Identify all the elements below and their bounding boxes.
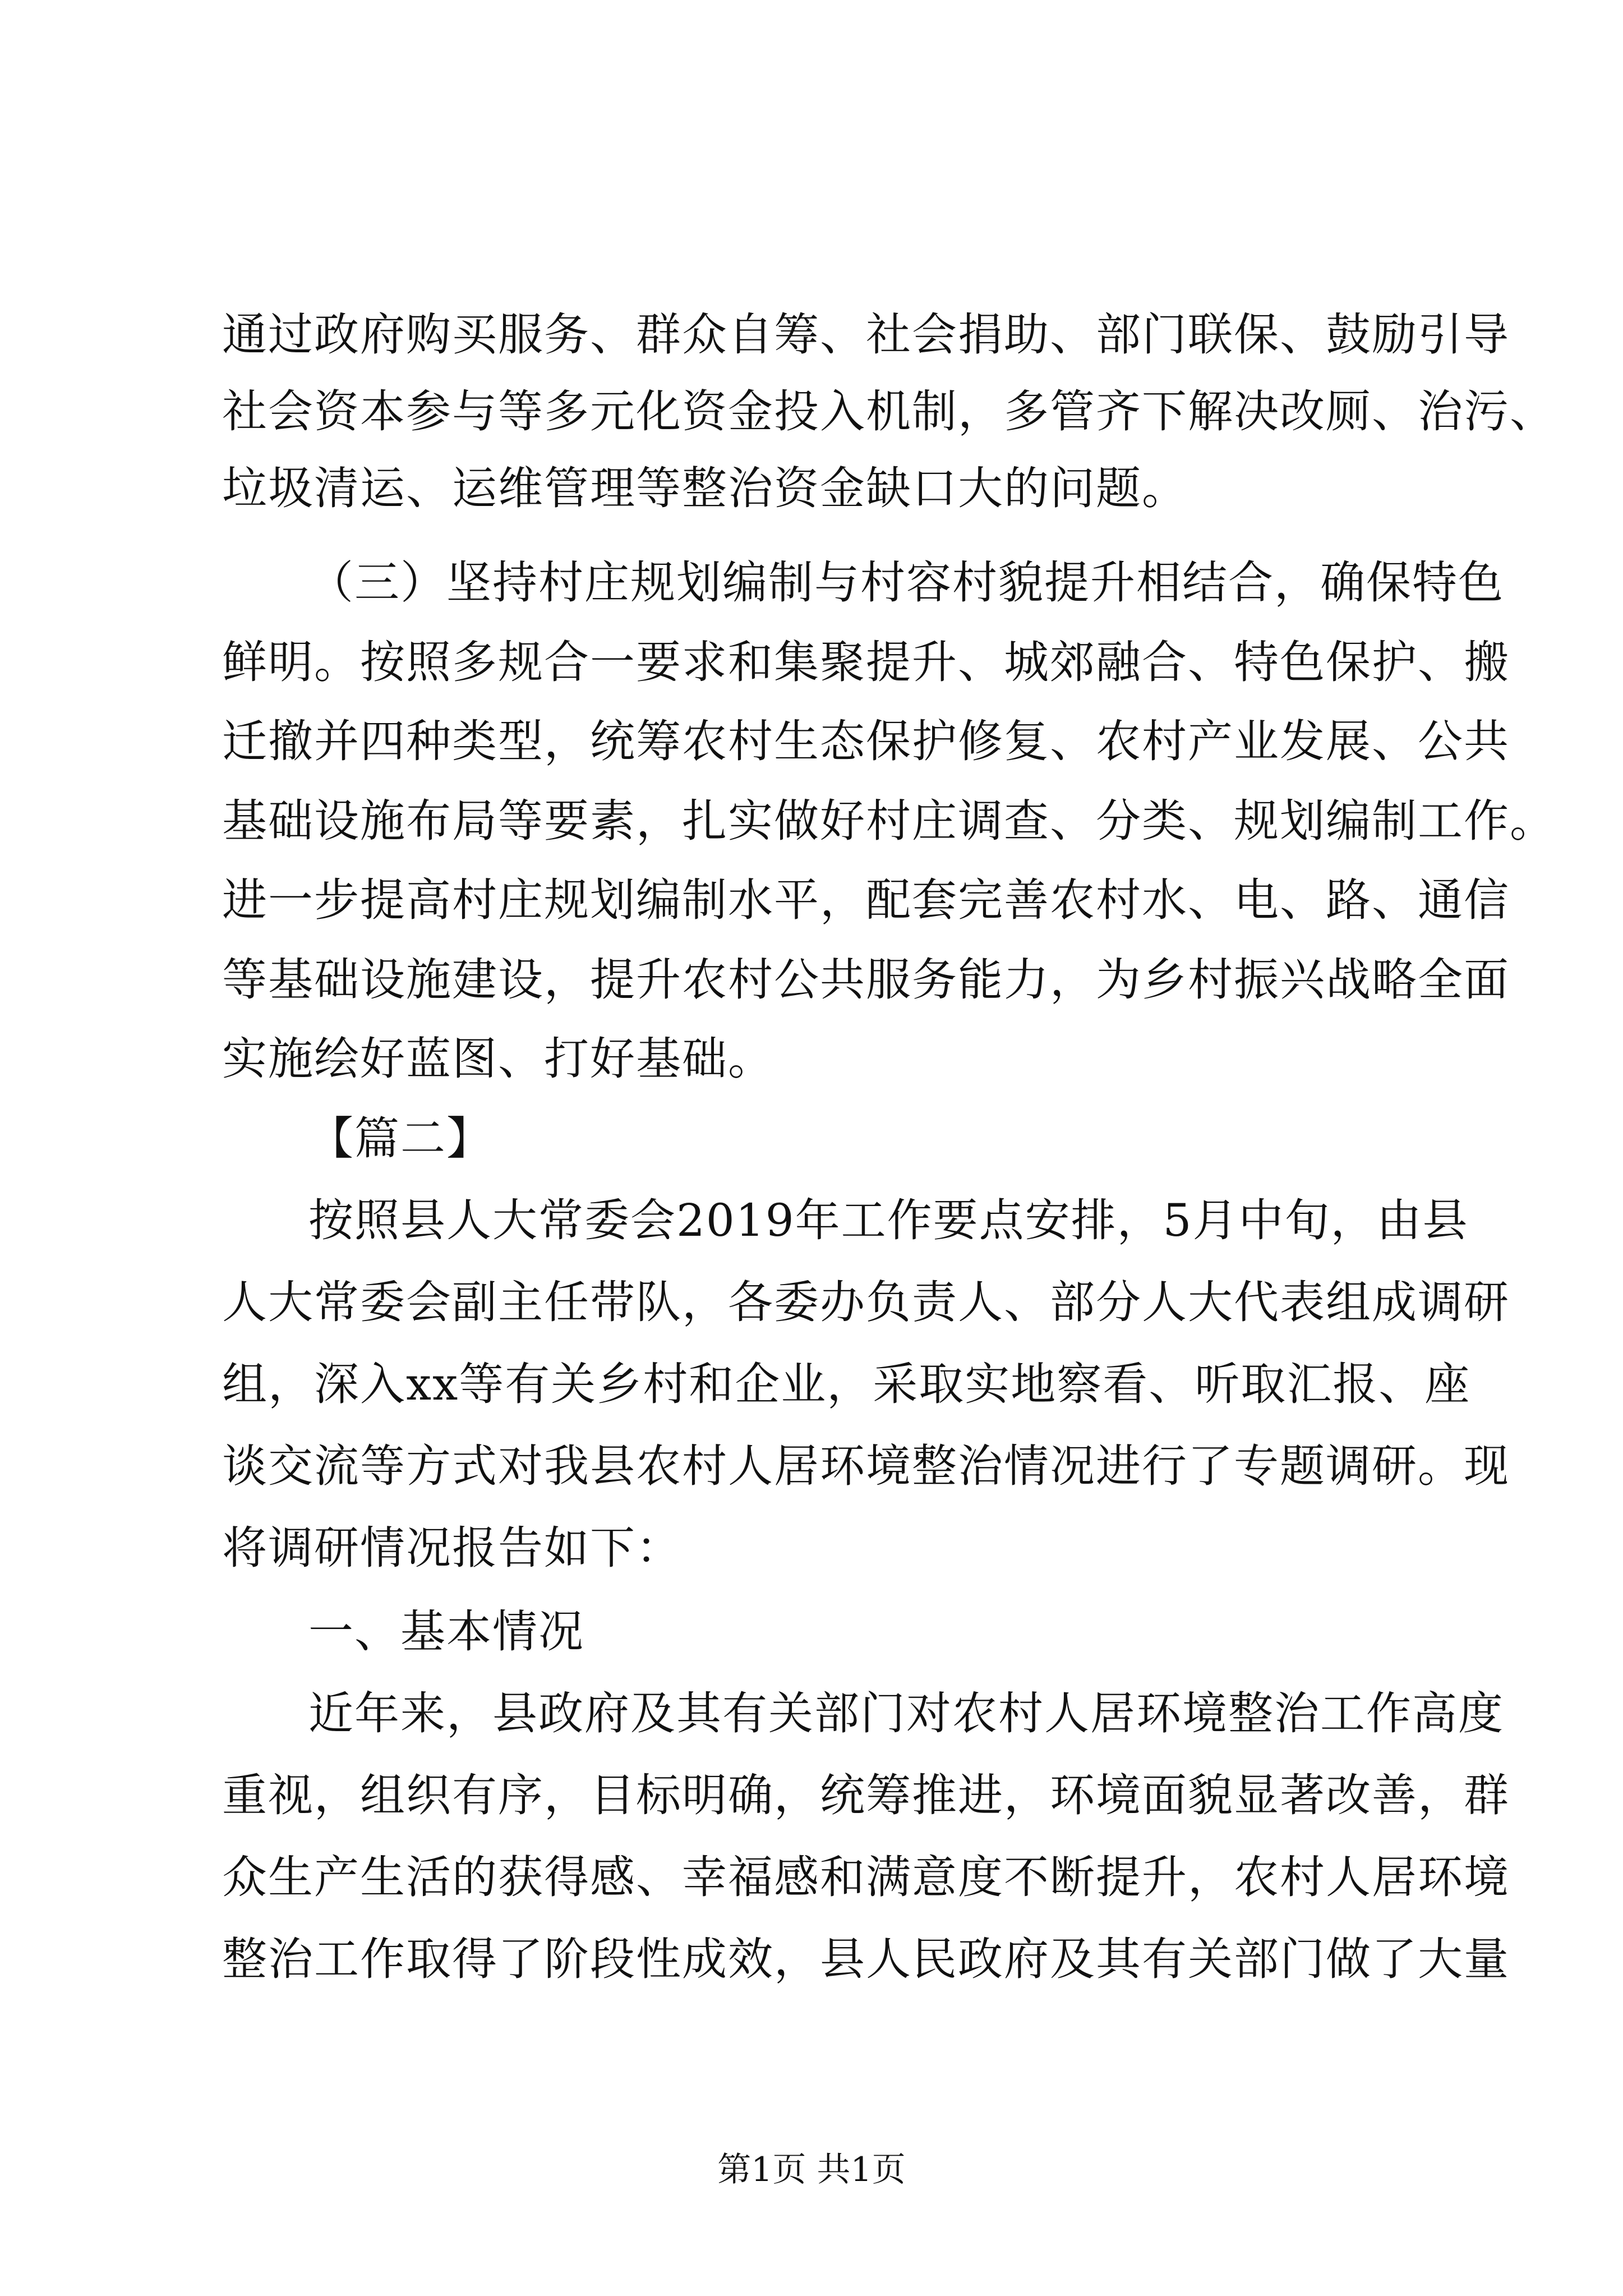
paragraph-line: 垃圾清运、运维管理等整治资金缺口大的问题。	[222, 462, 1188, 514]
paragraph-line: 重视，组织有序，目标明确，统筹推进，环境面貌显著改善，群	[222, 1769, 1510, 1821]
paragraph-line: 基础设施布局等要素，扎实做好村庄调查、分类、规划编制工作。	[222, 795, 1556, 847]
paragraph-line: 众生产生活的获得感、幸福感和满意度不断提升，农村人居环境	[222, 1851, 1510, 1903]
paragraph-line: 等基础设施建设，提升农村公共服务能力，为乡村振兴战略全面	[222, 954, 1510, 1006]
part-heading: 【篇二】	[308, 1112, 492, 1165]
section-heading: 一、基本情况	[308, 1605, 584, 1658]
paragraph-line: 整治工作取得了阶段性成效，县人民政府及其有关部门做了大量	[222, 1933, 1510, 1985]
paragraph-line: 近年来，县政府及其有关部门对农村人居环境整治工作高度	[308, 1687, 1504, 1740]
paragraph-line: 组，深入xx等有关乡村和企业，采取实地察看、听取汇报、座	[222, 1358, 1471, 1410]
paragraph-line: 将调研情况报告如下：	[222, 1522, 682, 1574]
paragraph-line: 鲜明。按照多规合一要求和集聚提升、城郊融合、特色保护、搬	[222, 636, 1510, 688]
page-footer: 第1页 共1页	[717, 2150, 906, 2189]
section-heading-line: （三）坚持村庄规划编制与村容村貌提升相结合，确保特色	[308, 556, 1504, 609]
paragraph-line: 谈交流等方式对我县农村人居环境整治情况进行了专题调研。现	[222, 1440, 1510, 1492]
paragraph-line: 社会资本参与等多元化资金投入机制，多管齐下解决改厕、治污、	[222, 385, 1556, 438]
paragraph-line: 进一步提高村庄规划编制水平，配套完善农村水、电、路、通信	[222, 874, 1510, 926]
paragraph-line: 按照县人大常委会2019年工作要点安排，5月中旬，由县	[308, 1194, 1469, 1246]
paragraph-line: 通过政府购买服务、群众自筹、社会捐助、部门联保、鼓励引导	[222, 309, 1510, 361]
paragraph-line: 实施绘好蓝图、打好基础。	[222, 1033, 774, 1085]
paragraph-line: 迁撤并四种类型，统筹农村生态保护修复、农村产业发展、公共	[222, 715, 1510, 767]
paragraph-line: 人大常委会副主任带队，各委办负责人、部分人大代表组成调研	[222, 1276, 1510, 1328]
